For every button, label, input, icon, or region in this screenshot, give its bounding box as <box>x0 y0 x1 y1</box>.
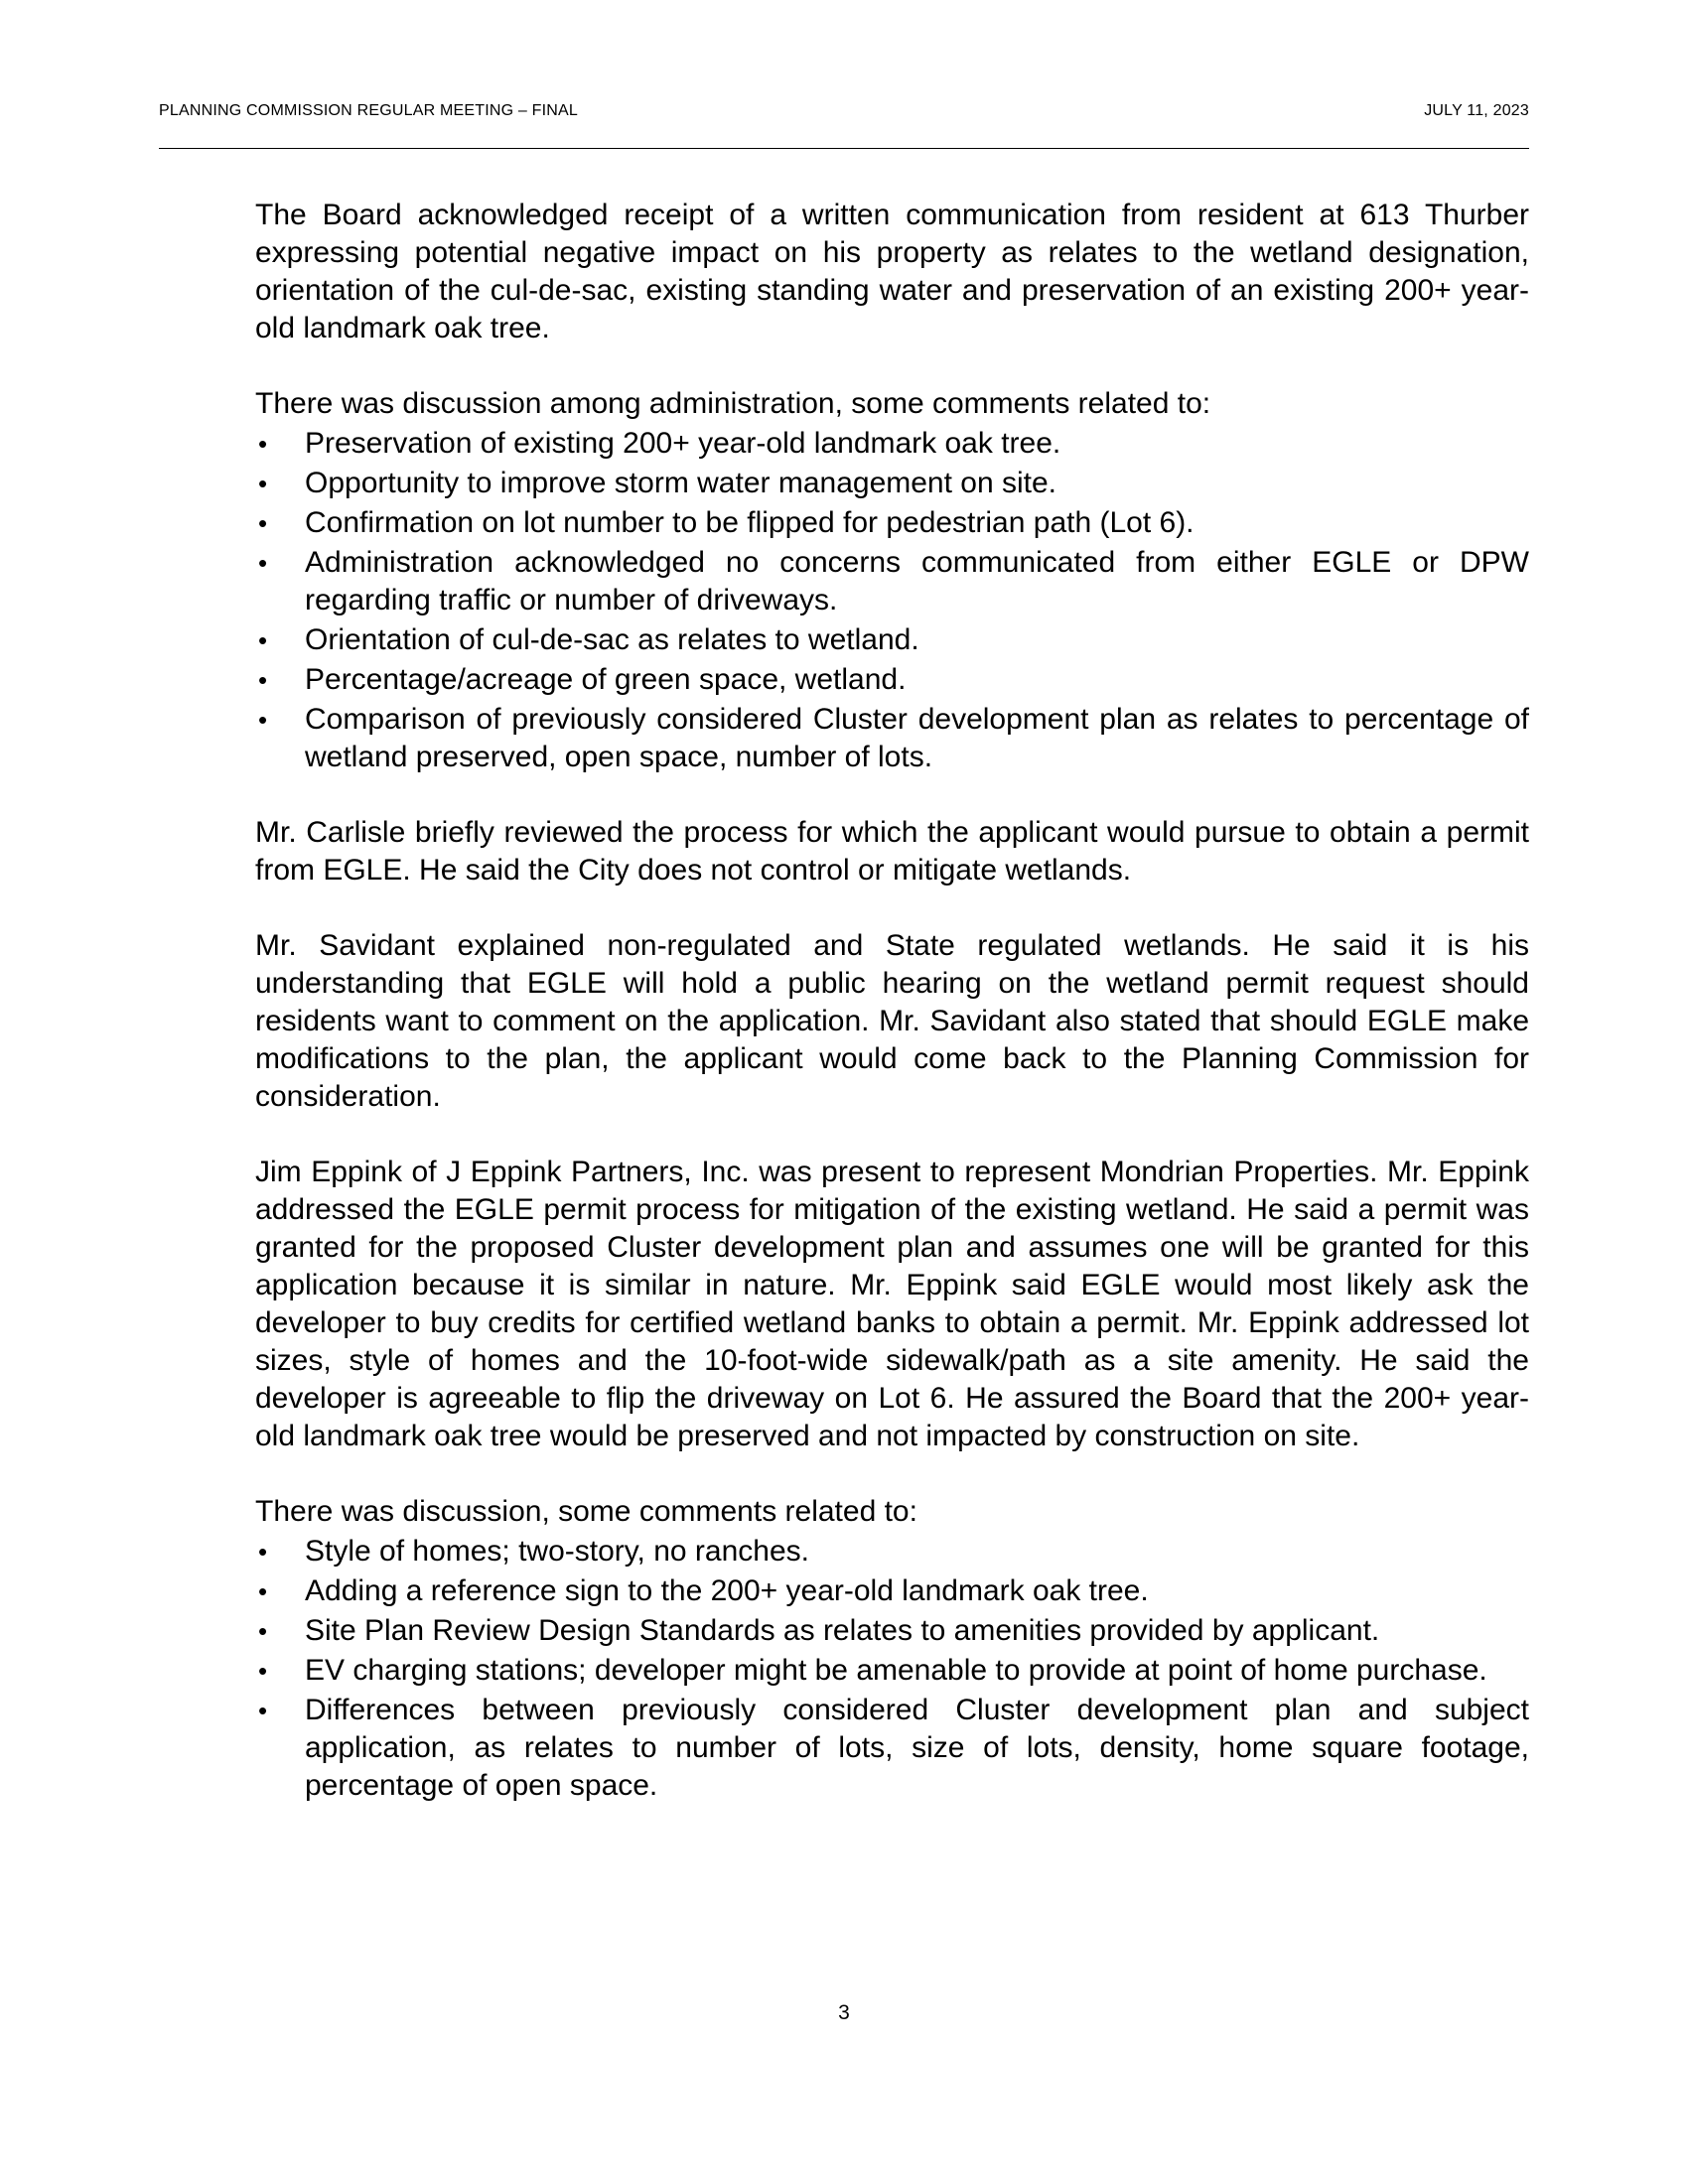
list-item <box>255 1612 1529 1650</box>
bullet-icon: • <box>258 705 268 735</box>
admin-discussion-list <box>255 425 1529 776</box>
bullet-icon: • <box>258 665 268 695</box>
paragraph-admin-discussion-intro: There was discussion among administration, some comments related to: <box>255 387 1211 420</box>
header-meeting-title: PLANNING COMMISSION REGULAR MEETING – FINAL <box>159 102 578 119</box>
list-item <box>255 661 1529 699</box>
list-item <box>255 1692 1529 1805</box>
list-item-text: EV charging stations; developer might be amenable to provide at point of home purchase. <box>305 1654 1487 1687</box>
list-item-text: Site Plan Review Design Standards as relates to amenities provided by applicant. <box>305 1614 1380 1647</box>
bullet-icon: • <box>258 548 268 578</box>
discussion-list <box>255 1533 1529 1805</box>
list-item-text: Administration acknowledged no concerns communicated from either EGLE or DPW regarding traffic or number of driveways. <box>305 546 1529 616</box>
bullet-icon: • <box>258 1696 268 1725</box>
list-item-text: Preservation of existing 200+ year-old landmark oak tree. <box>305 427 1061 460</box>
paragraph-written-communication: The Board acknowledged receipt of a written communication from resident at 613 Thurber expressing potential negative impact on his property as relates to the wetland designation, orientation of the cul-de-sac, existing standing water and preservation of an existing 200+ year-old landmark oak tree. <box>255 199 1529 344</box>
list-item <box>255 465 1529 502</box>
list-item-text: Orientation of cul-de-sac as relates to wetland. <box>305 623 919 656</box>
bullet-icon: • <box>258 508 268 538</box>
list-item-text: Confirmation on lot number to be flipped for pedestrian path (Lot 6). <box>305 506 1195 539</box>
list-item <box>255 621 1529 659</box>
bullet-icon: • <box>258 625 268 655</box>
minutes-body <box>255 197 1529 1843</box>
bullet-icon: • <box>258 429 268 459</box>
paragraph-eppink-presentation: Jim Eppink of J Eppink Partners, Inc. was present to represent Mondrian Properties. Mr. Eppink addressed the EGLE permit process for mitigation of the existing wetland. He said a permit was granted for the proposed Cluster development plan and assumes one will be granted for this application because it is similar in nature. Mr. Eppink said EGLE would most likely ask the developer to buy credits for certified wetland banks to obtain a permit. Mr. Eppink addressed lot sizes, style of homes and the 10-foot-wide sidewalk/path as a site amenity. He said the developer is agreeable to flip the driveway on Lot 6. He assured the Board that the 200+ year-old landmark oak tree would be preserved and not impacted by construction on site. <box>255 1156 1529 1452</box>
list-item <box>255 1652 1529 1690</box>
list-item <box>255 701 1529 776</box>
paragraph-savidant-explanation: Mr. Savidant explained non-regulated and State regulated wetlands. He said it is his understanding that EGLE will hold a public hearing on the wetland permit request should residents want to comment on the application. Mr. Savidant also stated that should EGLE make modifications to the plan, the applicant would come back to the Planning Commission for consideration. <box>255 929 1529 1113</box>
bullet-icon: • <box>258 1576 268 1606</box>
list-item-text: Opportunity to improve storm water management on site. <box>305 467 1057 499</box>
bullet-icon: • <box>258 469 268 498</box>
bullet-icon: • <box>258 1656 268 1686</box>
list-item-text: Style of homes; two-story, no ranches. <box>305 1535 809 1568</box>
list-item <box>255 425 1529 463</box>
list-item <box>255 544 1529 619</box>
list-item-text: Percentage/acreage of green space, wetland. <box>305 663 907 696</box>
bullet-icon: • <box>258 1537 268 1567</box>
page-header <box>159 102 1529 124</box>
list-item-text: Adding a reference sign to the 200+ year-old landmark oak tree. <box>305 1574 1149 1607</box>
paragraph-carlisle-review: Mr. Carlisle briefly reviewed the process for which the applicant would pursue to obtain a permit from EGLE. He said the City does not control or mitigate wetlands. <box>255 816 1529 887</box>
bullet-icon: • <box>258 1616 268 1646</box>
paragraph-discussion-intro: There was discussion, some comments related to: <box>255 1495 917 1528</box>
list-item <box>255 1533 1529 1570</box>
list-item <box>255 504 1529 542</box>
list-item-text: Comparison of previously considered Cluster development plan as relates to percentage of wetland preserved, open space, number of lots. <box>305 703 1529 773</box>
header-meeting-date: JULY 11, 2023 <box>1424 102 1529 119</box>
header-divider <box>159 148 1529 149</box>
list-item-text: Differences between previously considered Cluster development plan and subject application, as relates to number of lots, size of lots, density, home square footage, percentage of open space. <box>305 1694 1529 1802</box>
page-number: 3 <box>838 2001 850 2024</box>
list-item <box>255 1572 1529 1610</box>
